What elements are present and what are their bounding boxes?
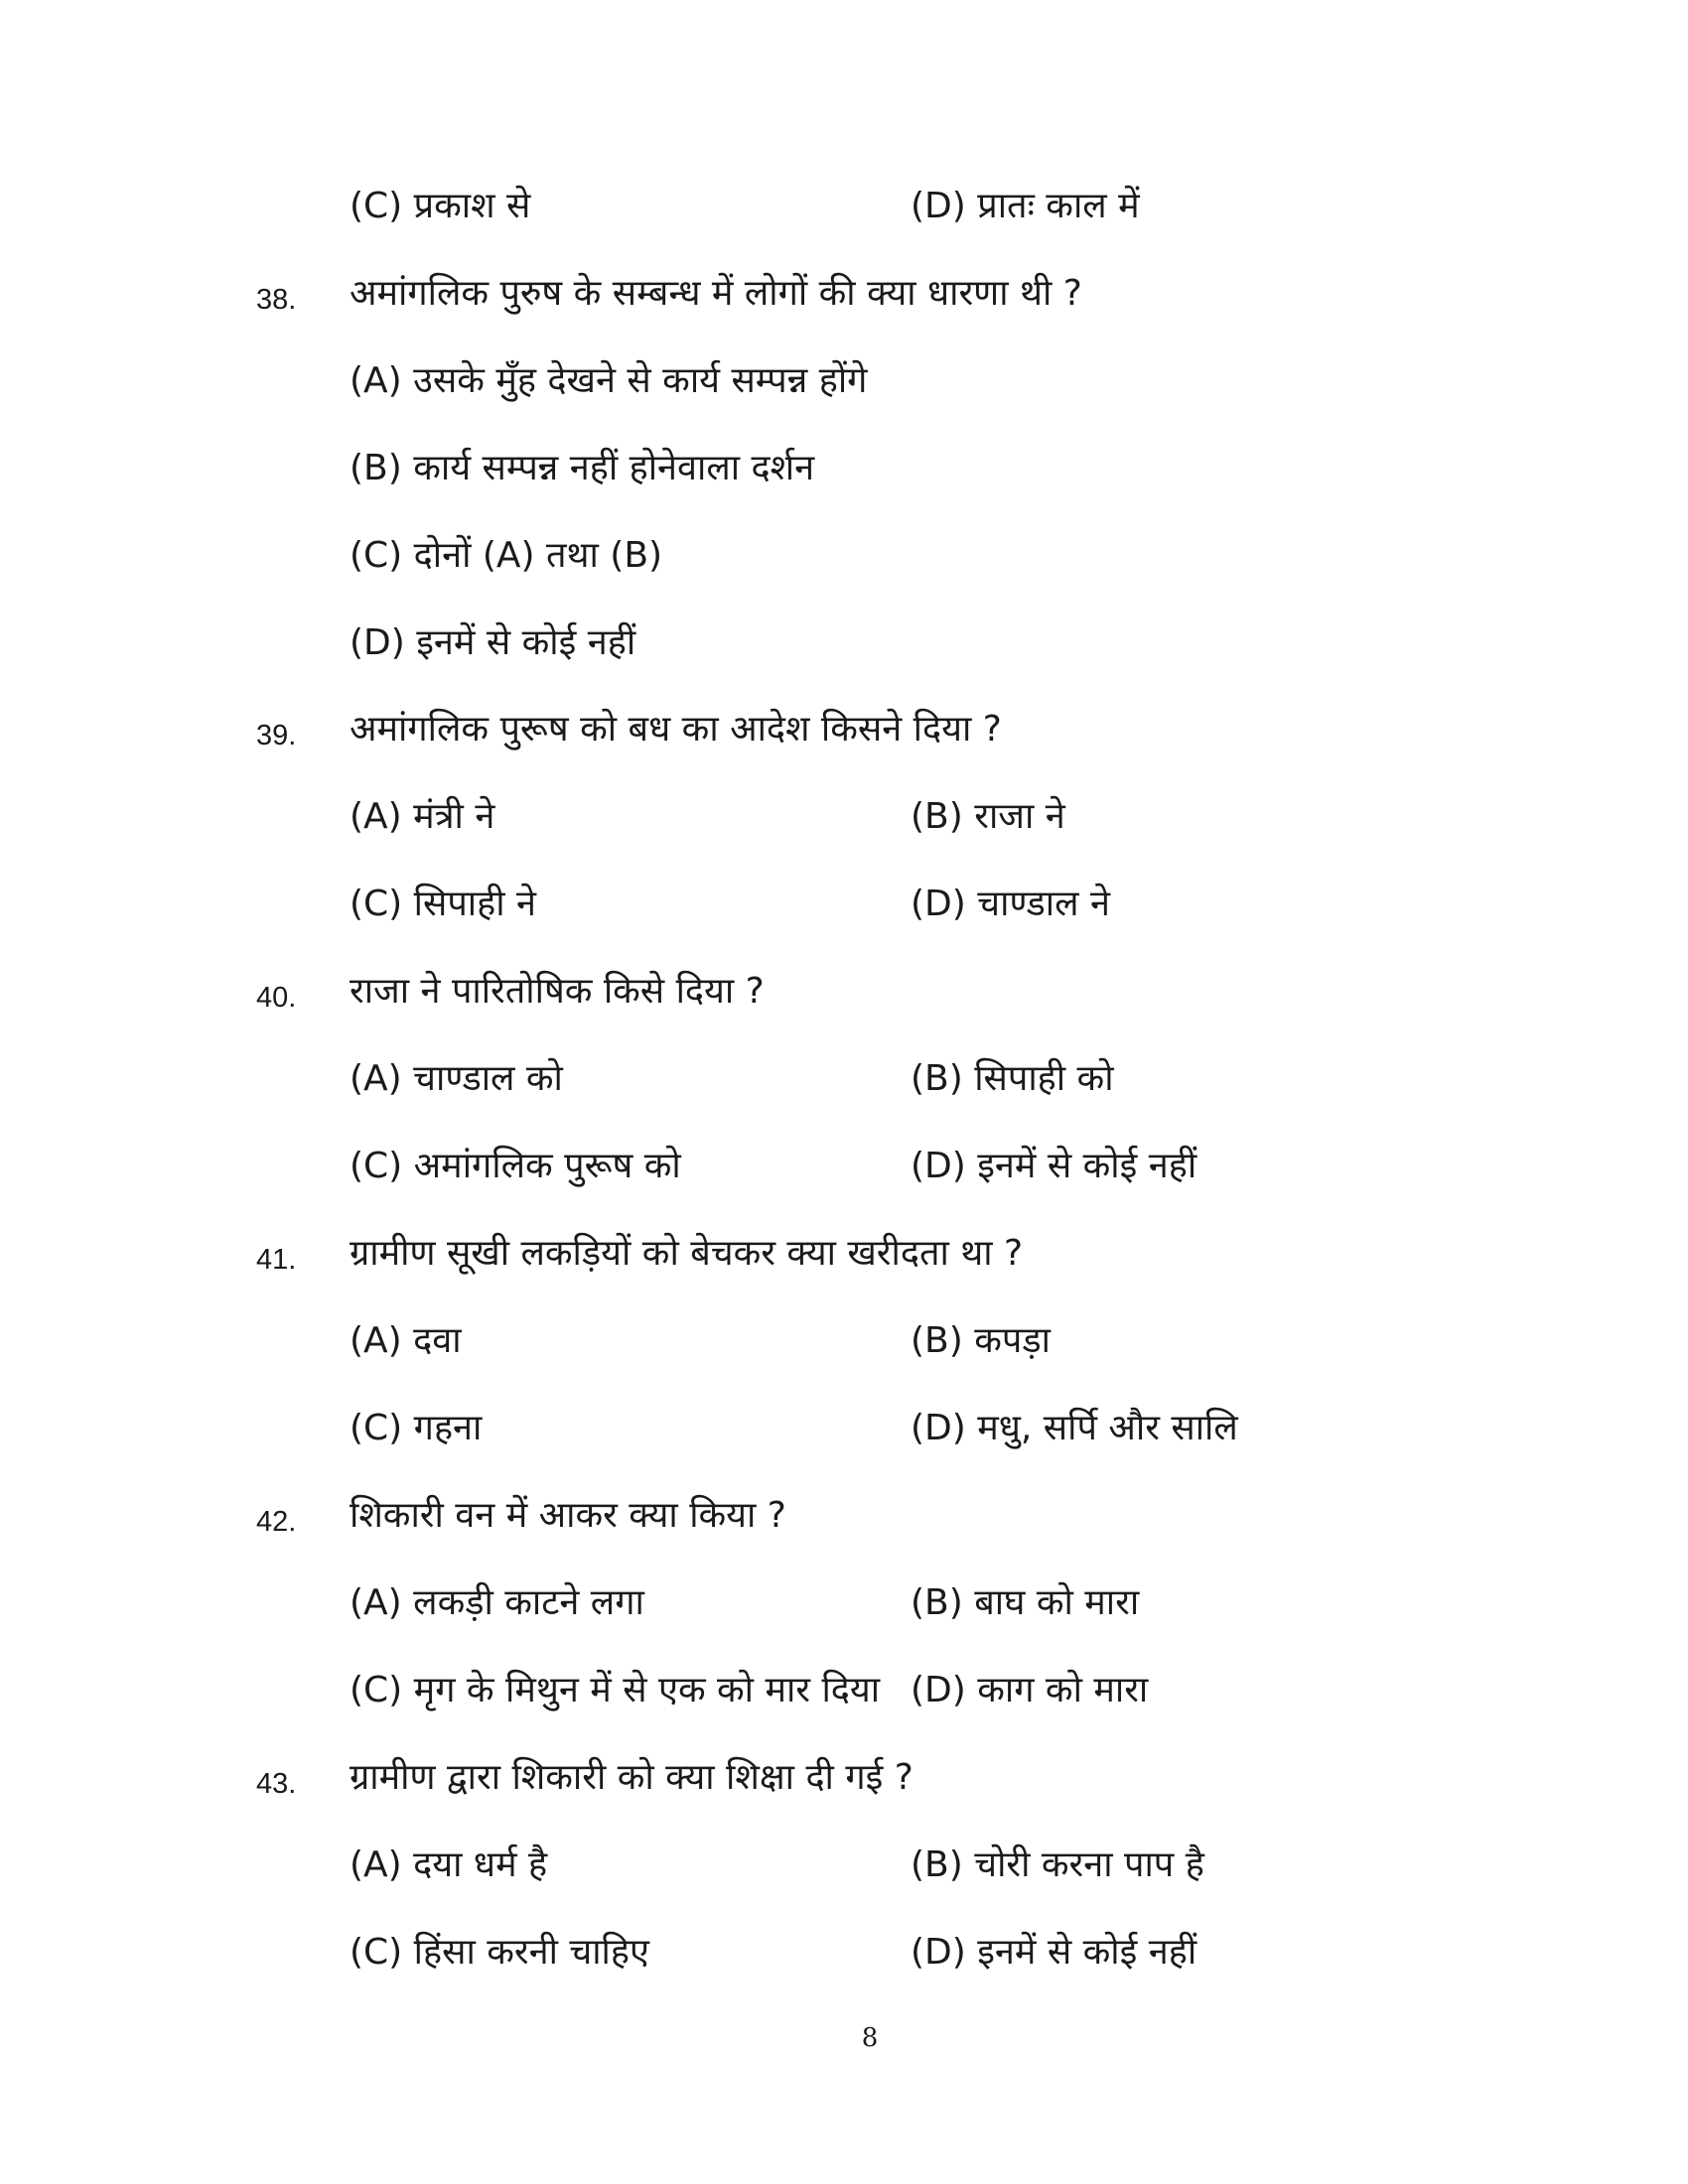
option-c: (C) सिपाही ने	[350, 884, 536, 924]
option-d: (D) इनमें से कोई नहीं	[911, 1932, 1197, 1973]
question-number: 41.	[256, 1244, 297, 1276]
option-b: (B) कार्य सम्पन्न नहीं होनेवाला दर्शन	[350, 448, 815, 488]
option-c: (C) दोनों (A) तथा (B)	[350, 535, 663, 576]
option-d: (D) काग को मारा	[911, 1670, 1149, 1710]
question-text: शिकारी वन में आकर क्या किया ?	[350, 1495, 786, 1536]
option-d: (D) मधु, सर्पि और सालि	[911, 1408, 1238, 1448]
question-number: 43.	[256, 1768, 297, 1800]
option-b: (B) चोरी करना पाप है	[911, 1844, 1204, 1885]
question-number: 38.	[256, 284, 297, 316]
option-a: (A) दवा	[350, 1320, 462, 1361]
option-c: (C) मृग के मिथुन में से एक को मार दिया	[350, 1670, 881, 1710]
option-b: (B) सिपाही को	[911, 1058, 1114, 1099]
option-c: (C) गहना	[350, 1408, 483, 1448]
question-number: 42.	[256, 1506, 297, 1538]
question-number: 40.	[256, 982, 297, 1014]
option-a: (A) लकड़ी काटने लगा	[350, 1582, 644, 1623]
question-text: अमांगलिक पुरूष को बध का आदेश किसने दिया ?	[350, 709, 1002, 750]
option-d: (D) इनमें से कोई नहीं	[911, 1146, 1197, 1186]
question-text: ग्रामीण सूखी लकड़ियों को बेचकर क्या खरीदता था ?	[350, 1233, 1024, 1274]
option-d: (D) चाण्डाल ने	[911, 884, 1110, 924]
option-b: (B) राजा ने	[911, 796, 1065, 837]
option-b: (B) कपड़ा	[911, 1320, 1051, 1361]
question-text: राजा ने पारितोषिक किसे दिया ?	[350, 971, 765, 1012]
option-a: (A) चाण्डाल को	[350, 1058, 563, 1099]
option-b: (B) बाघ को मारा	[911, 1582, 1140, 1623]
page-number: 8	[861, 2023, 879, 2053]
question-text: अमांगलिक पुरुष के सम्बन्ध में लोगों की क्या धारणा थी ?	[350, 273, 1082, 314]
question-number: 39.	[256, 720, 297, 751]
question-text: ग्रामीण द्वारा शिकारी को क्या शिक्षा दी गई ?	[350, 1757, 914, 1798]
option-a: (A) उसके मुँह देखने से कार्य सम्पन्न होंगे	[350, 360, 868, 401]
option-c: (C) अमांगलिक पुरूष को	[350, 1146, 681, 1186]
option-d: (D) प्रातः काल में	[911, 186, 1140, 226]
option-a: (A) मंत्री ने	[350, 796, 495, 837]
option-d: (D) इनमें से कोई नहीं	[350, 622, 636, 663]
option-a: (A) दया धर्म है	[350, 1844, 548, 1885]
option-c: (C) हिंसा करनी चाहिए	[350, 1932, 649, 1973]
option-c: (C) प्रकाश से	[350, 186, 531, 226]
